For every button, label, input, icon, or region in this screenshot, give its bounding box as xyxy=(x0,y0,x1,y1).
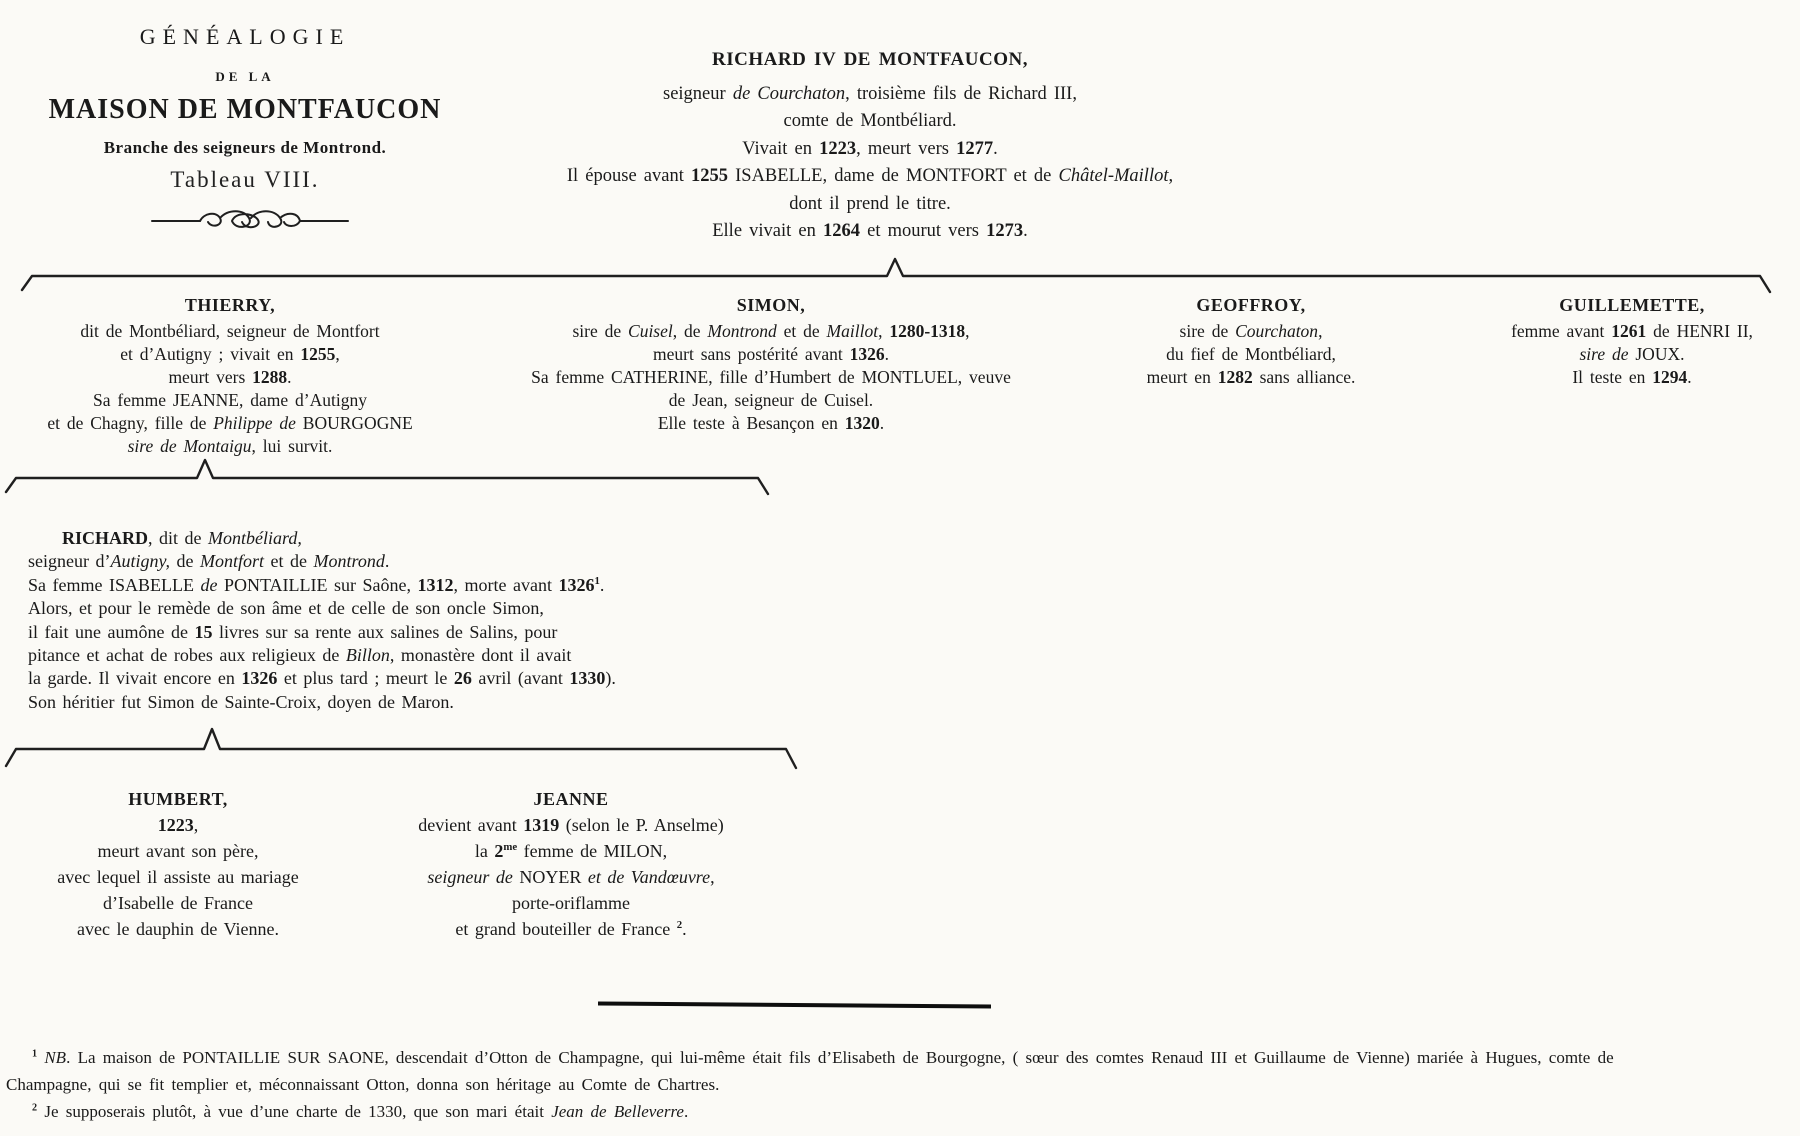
text-segment: de xyxy=(169,551,200,572)
text-segment: Philippe de xyxy=(213,413,296,433)
text-segment: 1223 xyxy=(819,138,857,159)
text-line xyxy=(466,366,1076,389)
text-segment: de Courchaton xyxy=(732,83,846,104)
text-segment: porte-oriflamme xyxy=(512,893,630,913)
title-block xyxy=(30,24,460,197)
text-segment: , monastère dont il avait xyxy=(389,645,572,666)
text-line xyxy=(18,890,338,916)
page-title: GÉNÉALOGIE xyxy=(139,24,351,49)
text-segment: , xyxy=(965,321,970,341)
text-segment: Il teste en xyxy=(1572,367,1653,387)
text-line xyxy=(420,163,1320,191)
text-line xyxy=(420,81,1320,109)
text-line xyxy=(466,294,1076,317)
text-line xyxy=(18,786,338,812)
text-segment: meurt en xyxy=(1146,367,1218,387)
text-line xyxy=(375,786,767,812)
text-segment: de xyxy=(200,574,218,595)
text-segment: GEOFFROY, xyxy=(1196,295,1306,315)
text-segment: 1261 xyxy=(1611,321,1647,341)
text-segment: . xyxy=(1023,221,1028,241)
text-segment: 1255 xyxy=(691,166,728,186)
text-segment: , xyxy=(193,815,199,835)
text-segment: RICHARD xyxy=(62,528,149,548)
text-segment: et d’Autigny ; vivait en xyxy=(120,344,301,364)
text-line xyxy=(1452,320,1800,343)
text-segment: et mourut vers xyxy=(860,221,987,241)
text-segment: . xyxy=(1687,367,1692,387)
text-segment: 26 xyxy=(453,668,472,689)
text-segment: 1330 xyxy=(569,668,606,689)
text-segment: sire de xyxy=(572,321,629,341)
text-segment: Son héritier fut Simon de Sainte-Croix, doyen de Maron. xyxy=(28,691,454,712)
text-segment: . xyxy=(993,138,998,159)
text-segment: , morte avant xyxy=(453,574,559,595)
tableau-label: Tableau VIII. xyxy=(170,167,320,192)
text-line xyxy=(466,412,1076,435)
text-segment: d’Isabelle de France xyxy=(103,893,253,913)
text-segment: livres sur sa rente aux salines de Salins, pour xyxy=(212,621,558,642)
text-line xyxy=(18,916,338,942)
text-segment: 1280-1318 xyxy=(889,321,966,341)
text-line xyxy=(1452,343,1800,366)
text-segment: 1288 xyxy=(252,367,288,387)
person-block-thierry xyxy=(0,294,460,458)
text-segment: avril (avant xyxy=(471,668,570,689)
text-line xyxy=(28,667,773,690)
text-segment: Cuisel xyxy=(628,321,673,341)
text-line xyxy=(6,1044,1796,1071)
text-segment: meurt sans postérité avant xyxy=(653,344,850,364)
text-segment: Montbéliard, xyxy=(208,528,302,548)
text-segment: du fief de Montbéliard, xyxy=(1166,344,1336,364)
text-segment: dit de Montbéliard, seigneur de Montfort xyxy=(80,321,380,341)
person-block-guillemette xyxy=(1452,294,1800,389)
text-segment: ISABELLE, dame de MONTFORT et de xyxy=(728,166,1059,186)
text-segment: 1294 xyxy=(1652,367,1688,387)
text-segment: et de Vandœuvre xyxy=(587,867,711,887)
text-line xyxy=(420,218,1320,246)
text-segment: Maillot xyxy=(826,321,879,341)
text-segment: comte de Montbéliard. xyxy=(783,111,957,131)
text-segment: et de xyxy=(776,321,827,341)
text-line xyxy=(0,366,460,389)
text-segment: 1273 xyxy=(986,221,1024,241)
text-segment: , lui survit. xyxy=(251,436,333,456)
text-segment: . xyxy=(884,344,889,364)
text-segment: me xyxy=(503,841,518,853)
text-line xyxy=(375,812,767,838)
text-line xyxy=(6,1071,1796,1098)
title-connector: DE LA xyxy=(215,69,275,84)
text-segment: 1264 xyxy=(823,221,860,241)
text-segment: de HENRI II, xyxy=(1646,321,1753,341)
ornament-flourish-icon xyxy=(150,205,350,235)
text-line xyxy=(0,320,460,343)
text-line xyxy=(28,574,773,597)
text-segment: JEANNE xyxy=(533,789,609,809)
person-block-jeanne xyxy=(375,786,767,942)
text-segment: SIMON, xyxy=(736,295,806,315)
text-segment: 1277 xyxy=(956,138,994,159)
text-segment: 1319 xyxy=(523,815,560,835)
text-segment: , xyxy=(1318,321,1323,341)
text-segment: 1312 xyxy=(417,574,454,595)
text-line xyxy=(1080,320,1422,343)
text-line xyxy=(28,597,773,620)
text-line xyxy=(420,46,1320,74)
text-segment: la garde. Il vivait encore en xyxy=(28,668,242,689)
person-block-geoffroy xyxy=(1080,294,1422,389)
text-segment: (selon le P. Anselme) xyxy=(559,815,724,835)
text-segment: sire de xyxy=(1579,344,1629,364)
text-segment: meurt avant son père, xyxy=(97,841,259,861)
house-title: MAISON DE MONTFAUCON xyxy=(48,94,442,125)
text-segment: pitance et achat de robes aux religieux de xyxy=(28,645,346,666)
text-segment: PONTAILLIE sur Saône, xyxy=(217,574,418,595)
text-segment: 2 xyxy=(676,919,683,931)
text-line xyxy=(375,864,767,890)
text-segment: sire de xyxy=(1179,321,1236,341)
text-segment: , xyxy=(878,321,890,341)
text-line xyxy=(0,343,460,366)
text-line xyxy=(6,1098,1796,1125)
text-segment: avec lequel il assiste au mariage xyxy=(57,867,299,887)
text-segment: Montrond xyxy=(313,551,385,572)
text-segment: , xyxy=(710,867,715,887)
text-segment: devient avant xyxy=(418,815,524,835)
text-segment: 2 xyxy=(32,1102,38,1114)
text-line xyxy=(1452,294,1800,317)
text-segment: , troisième fils de Richard III, xyxy=(845,83,1077,104)
text-line xyxy=(1080,343,1422,366)
text-segment: . xyxy=(599,574,605,595)
text-segment: BOURGOGNE xyxy=(295,413,413,433)
text-segment: seigneur xyxy=(663,83,733,104)
person-block-simon xyxy=(466,294,1076,435)
text-line xyxy=(466,320,1076,343)
text-segment: NB xyxy=(44,1048,67,1067)
text-segment: RICHARD IV DE MONTFAUCON, xyxy=(712,49,1028,70)
text-segment: , dit de xyxy=(148,528,209,548)
text-segment: Montrond xyxy=(707,321,777,341)
text-segment: . xyxy=(287,367,292,387)
text-line xyxy=(28,550,773,573)
text-line xyxy=(28,691,773,714)
text-segment: Sa femme JEANNE, dame d’Autigny xyxy=(93,390,367,410)
text-line xyxy=(466,343,1076,366)
text-segment: 1255 xyxy=(300,344,336,364)
text-segment: Courchaton xyxy=(1235,321,1319,341)
text-segment: Elle vivait en xyxy=(712,221,823,241)
text-segment: 1326 xyxy=(241,668,278,689)
text-segment: femme de MILON, xyxy=(517,841,668,861)
text-line xyxy=(1080,294,1422,317)
text-segment: NOYER xyxy=(512,867,588,887)
text-segment: . xyxy=(384,551,390,572)
text-segment: ). xyxy=(605,668,616,689)
text-line xyxy=(0,294,460,317)
text-segment: dont il prend le titre. xyxy=(789,193,951,214)
text-segment: Il épouse avant xyxy=(566,166,691,186)
text-segment: femme avant xyxy=(1511,321,1612,341)
text-line xyxy=(18,864,338,890)
text-segment: et grand bouteiller de France xyxy=(455,919,677,939)
text-line xyxy=(28,644,773,667)
person-block-humbert xyxy=(18,786,338,942)
text-segment: de Jean, seigneur de Cuisel. xyxy=(668,390,874,410)
text-segment: Autigny, xyxy=(110,551,170,572)
text-segment: 1282 xyxy=(1217,367,1253,387)
text-line xyxy=(0,389,460,412)
text-segment: Sa femme CATHERINE, fille d’Humbert de MONTLUEL, veuve xyxy=(531,367,1011,387)
text-segment: . La maison de PONTAILLIE SUR SAONE, descendait d’Otton de Champagne, qui lui-même était fils d’Elisabeth de Bourgogne, ( sœur des comtes Renaud III et Guillaume de Vienne) mariée à Hugues, comte de xyxy=(66,1048,1614,1067)
text-segment: Alors, et pour le remède de son âme et de celle de son oncle Simon, xyxy=(28,598,544,619)
text-segment: . xyxy=(683,1102,689,1121)
text-segment: meurt vers xyxy=(168,367,253,387)
text-segment: , xyxy=(1168,166,1174,186)
text-segment: 1 xyxy=(594,574,600,587)
text-line xyxy=(466,389,1076,412)
text-segment: 1326 xyxy=(558,574,595,595)
person-block-richard-iv xyxy=(420,46,1320,246)
descent-bracket-gen3 xyxy=(4,452,779,506)
text-segment: GUILLEMETTE, xyxy=(1559,295,1705,315)
footnote-separator-rule xyxy=(598,1001,991,1008)
text-segment: 15 xyxy=(194,621,213,642)
text-segment: . xyxy=(682,919,687,939)
text-segment: , xyxy=(335,344,340,364)
text-segment: 1326 xyxy=(849,344,885,364)
text-segment: Billon xyxy=(345,645,390,666)
text-segment: 1 xyxy=(32,1048,38,1060)
text-segment: et plus tard ; meurt le xyxy=(277,668,454,689)
text-segment: Je supposerais plutôt, à vue d’une charte de 1330, que son mari était xyxy=(37,1102,552,1121)
text-segment: sire de Montaigu xyxy=(127,436,252,456)
text-segment: seigneur d’ xyxy=(28,551,111,572)
text-segment: , de xyxy=(672,321,708,341)
text-segment: 1320 xyxy=(844,413,880,433)
text-segment: . xyxy=(879,413,885,433)
text-line xyxy=(375,916,767,942)
text-segment: Sa femme ISABELLE xyxy=(28,574,201,595)
text-segment: avec le dauphin de Vienne. xyxy=(76,919,279,939)
person-block-richard xyxy=(28,527,773,714)
text-line xyxy=(420,108,1320,136)
footnotes-block xyxy=(6,1044,1796,1125)
text-segment: HUMBERT, xyxy=(128,789,228,809)
text-line xyxy=(1080,366,1422,389)
text-line xyxy=(18,812,338,838)
text-segment: Vivait en xyxy=(742,138,820,159)
text-line xyxy=(375,890,767,916)
text-segment: Châtel-Maillot xyxy=(1058,166,1169,186)
text-segment: Champagne, qui se fit templier et, méconnaissant Otton, donna son héritage au Comte de Chartres. xyxy=(6,1075,720,1094)
text-line xyxy=(18,838,338,864)
text-segment: et de xyxy=(264,551,314,572)
text-segment: sans alliance. xyxy=(1252,367,1356,387)
text-line xyxy=(375,838,767,864)
text-segment: Jean de Belleverre xyxy=(551,1102,684,1121)
branch-subtitle: Branche des seigneurs de Montrond. xyxy=(103,138,387,157)
descent-bracket-gen4 xyxy=(4,722,804,780)
text-segment: 1223 xyxy=(157,815,194,835)
text-segment: il fait une aumône de xyxy=(28,621,195,642)
text-line xyxy=(28,621,773,644)
text-segment: seigneur de xyxy=(427,867,513,887)
text-line xyxy=(1452,366,1800,389)
text-line xyxy=(420,191,1320,219)
text-segment: Elle teste à Besançon en xyxy=(657,413,845,433)
text-segment: Montfort xyxy=(199,551,264,572)
text-line xyxy=(28,527,773,550)
text-segment: 2 xyxy=(494,841,504,861)
text-segment: la xyxy=(474,841,495,861)
text-segment: THIERRY, xyxy=(184,295,276,315)
text-segment: et de Chagny, fille de xyxy=(47,413,214,433)
text-line xyxy=(0,412,460,435)
text-segment: JOUX. xyxy=(1628,344,1685,364)
text-segment: , meurt vers xyxy=(856,138,957,159)
text-line xyxy=(420,136,1320,164)
